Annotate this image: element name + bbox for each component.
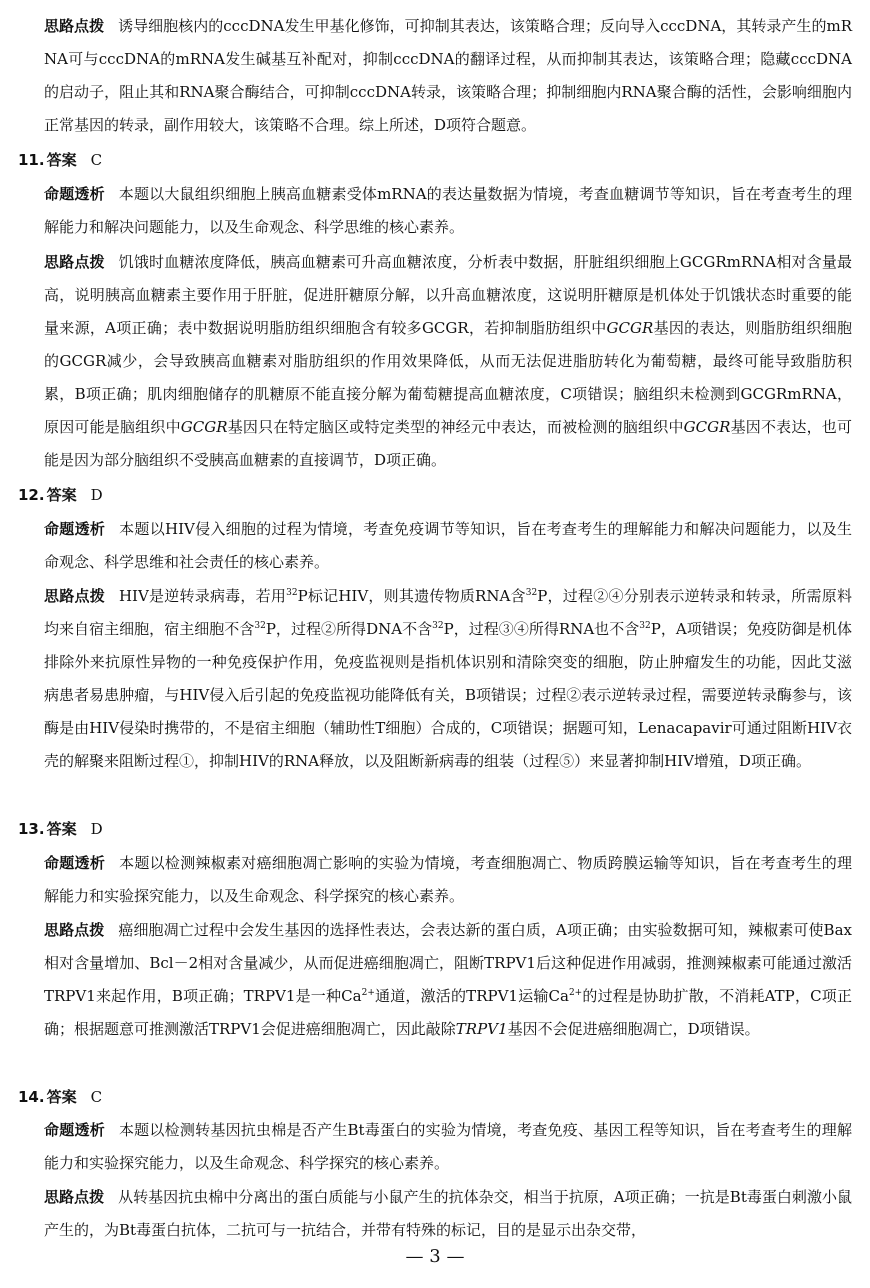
q11-gene-3: GCGR <box>683 418 731 436</box>
hint-label: 思路点拨 <box>44 1188 105 1206</box>
q14-answer-line <box>18 1081 102 1114</box>
q12-hint-d: P，过程②所得DNA不含 <box>265 620 433 638</box>
q13-gene: TRPV1 <box>455 1020 508 1038</box>
q10-hint-text: 诱导细胞核内的cccDNA发生甲基化修饰，可抑制其表达，该策略合理；反向导入cccDNA，其转录产生的mRNA可与cccDNA的mRNA发生碱基互补配对，抑制cccDNA的翻译过程，从而抑制其表达，该策略合理；隐藏cccDNA的启动子，阻止其和RNA聚合酶结合，可抑制cccDNA转录，该策略合理；抑制细胞内RNA聚合酶的活性，会影响细胞内正常基因的转录，副作用较大，该策略不合理。综上所述，D项符合题意。 <box>44 17 852 134</box>
q11-hint <box>44 246 852 477</box>
q11-answer-line <box>18 144 102 177</box>
q13-analysis <box>44 847 852 913</box>
q12-answer-line <box>18 479 103 512</box>
hint-label: 思路点拨 <box>44 17 105 35</box>
q11-answer: C <box>90 151 103 169</box>
ion-charge-superscript: 2+ <box>568 988 583 998</box>
analysis-label: 命题透析 <box>44 185 105 203</box>
isotope-superscript: 32 <box>254 621 266 631</box>
q11-hint-p4: 基因不表达，也可能是因为部分脑组织不受胰高血糖素的直接调节，D项正确。 <box>44 418 852 469</box>
q14-answer: C <box>90 1088 103 1106</box>
q12-hint-a: HIV是逆转录病毒，若用 <box>118 587 287 605</box>
q11-analysis <box>44 178 852 244</box>
q12-hint-e: P，过程③④所得RNA也不含 <box>443 620 640 638</box>
q13-hint-a: 癌细胞凋亡过程中会发生基因的选择性表达，会表达新的蛋白质，A项正确；由实验数据可知，辣椒素可使Bax相对含量增加、Bcl－2相对含量减少，从而促进癌细胞凋亡，阻断TRPV1后这种促进作用减弱，推测辣椒素可能通过激活TRPV1来起作用，B项正确；TRPV1是一种Ca <box>44 921 852 1005</box>
q13-analysis-text: 本题以检测辣椒素对癌细胞凋亡影响的实验为情境，考查细胞凋亡、物质跨膜运输等知识，旨在考查考生的理解能力和实验探究能力，以及生命观念、科学探究的核心素养。 <box>44 854 852 905</box>
q12-hint <box>44 580 852 778</box>
q13-number: 13. <box>18 820 45 838</box>
q12-analysis-text: 本题以HIV侵入细胞的过程为情境，考查免疫调节等知识，旨在考查考生的理解能力和解决问题能力，以及生命观念、科学思维和社会责任的核心素养。 <box>44 520 852 571</box>
q11-hint-p2: 基因的表达，则脂肪组织细胞的GCGR减少，会导致胰高血糖素对脂肪组织的作用效果降低，从而无法促进脂肪转化为葡萄糖，最终可能导致脂肪积累，B项正确；肌肉细胞储存的肌糖原不能直接分解为葡萄糖提高血糖浓度，C项错误；脑组织未检测到GCGRmRNA，原因可能是脑组织中 <box>44 319 852 436</box>
q12-hint-b: P标记HIV，则其遗传物质RNA含 <box>297 587 526 605</box>
isotope-superscript: 32 <box>286 588 298 598</box>
q11-number: 11. <box>18 151 45 169</box>
q13-hint-d: 基因不会促进癌细胞凋亡，D项错误。 <box>507 1020 760 1038</box>
ion-charge-superscript: 2+ <box>361 988 375 998</box>
q14-hint <box>44 1181 852 1247</box>
q11-hint-p3: 基因只在特定脑区或特定类型的神经元中表达，而被检测的脑组织中 <box>227 418 684 436</box>
q14-analysis <box>44 1114 852 1180</box>
q14-hint-text: 从转基因抗虫棉中分离出的蛋白质能与小鼠产生的抗体杂交，相当于抗原，A项正确；一抗是Bt毒蛋白刺激小鼠产生的，为Bt毒蛋白抗体，二抗可与一抗结合，并带有特殊的标记，目的是显示出杂交带， <box>44 1188 852 1239</box>
isotope-superscript: 32 <box>525 588 538 598</box>
q14-number: 14. <box>18 1088 45 1106</box>
q13-hint-b: 通道，激活的TRPV1运输Ca <box>374 987 569 1005</box>
hint-label: 思路点拨 <box>44 921 105 939</box>
answer-label: 答案 <box>46 486 77 504</box>
isotope-superscript: 32 <box>639 621 651 631</box>
hint-label: 思路点拨 <box>44 587 105 605</box>
q11-analysis-text: 本题以大鼠组织细胞上胰高血糖素受体mRNA的表达量数据为情境，考查血糖调节等知识，旨在考查考生的理解能力和解决问题能力，以及生命观念、科学思维的核心素养。 <box>44 185 852 236</box>
q14-analysis-text: 本题以检测转基因抗虫棉是否产生Bt毒蛋白的实验为情境，考查免疫、基因工程等知识，旨在考查考生的理解能力和实验探究能力，以及生命观念、科学探究的核心素养。 <box>44 1121 852 1172</box>
page-number: — 3 — <box>405 1246 465 1267</box>
answer-label: 答案 <box>46 151 77 169</box>
answer-label: 答案 <box>46 1088 77 1106</box>
q12-number: 12. <box>18 486 45 504</box>
q10-hint <box>44 10 852 142</box>
analysis-label: 命题透析 <box>44 854 106 872</box>
q11-gene-1: GCGR <box>606 319 654 337</box>
hint-label: 思路点拨 <box>44 253 105 271</box>
analysis-label: 命题透析 <box>44 1121 105 1139</box>
answer-label: 答案 <box>46 820 77 838</box>
q11-gene-2: GCGR <box>180 418 228 436</box>
q13-answer: D <box>90 820 103 838</box>
q11-hint-p1: 饥饿时血糖浓度降低，胰高血糖素可升高血糖浓度，分析表中数据，肝脏组织细胞上GCGRmRNA相对含量最高，说明胰高血糖素主要作用于肝脏，促进肝糖原分解，以升高血糖浓度，这说明肝糖原是机体处于饥饿状态时重要的能量来源，A项正确；表中数据说明脂肪组织细胞含有较多GCGR，若抑制脂肪组织中 <box>44 253 852 337</box>
q12-hint-c: P，过程②④分别表示逆转录和转录，所需原料均来自宿主细胞，宿主细胞不含 <box>44 587 852 638</box>
q12-analysis <box>44 513 852 579</box>
q12-hint-f: P，A项错误；免疫防御是机体排除外来抗原性异物的一种免疫保护作用，免疫监视则是指机体识别和清除突变的细胞，防止肿瘤发生的功能，因此艾滋病患者易患肿瘤，与HIV侵入后引起的免疫监视功能降低有关，B项错误；过程②表示逆转录过程，需要逆转录酶参与，该酶是由HIV侵染时携带的，不是宿主细胞（辅助性T细胞）合成的，C项错误；据题可知，Lenacapavir可通过阻断HIV衣壳的解聚来阻断过程①，抑制HIV的RNA释放，以及阻断新病毒的组装（过程⑤）来显著抑制HIV增殖，D项正确。 <box>44 620 852 770</box>
q13-hint <box>44 914 852 1046</box>
q13-hint-c: 的过程是协助扩散，不消耗ATP，C项正确；根据题意可推测激活TRPV1会促进癌细胞凋亡，因此敲除 <box>44 987 852 1038</box>
q13-answer-line <box>18 813 103 846</box>
analysis-label: 命题透析 <box>44 520 106 538</box>
isotope-superscript: 32 <box>432 621 444 631</box>
q12-answer: D <box>90 486 103 504</box>
